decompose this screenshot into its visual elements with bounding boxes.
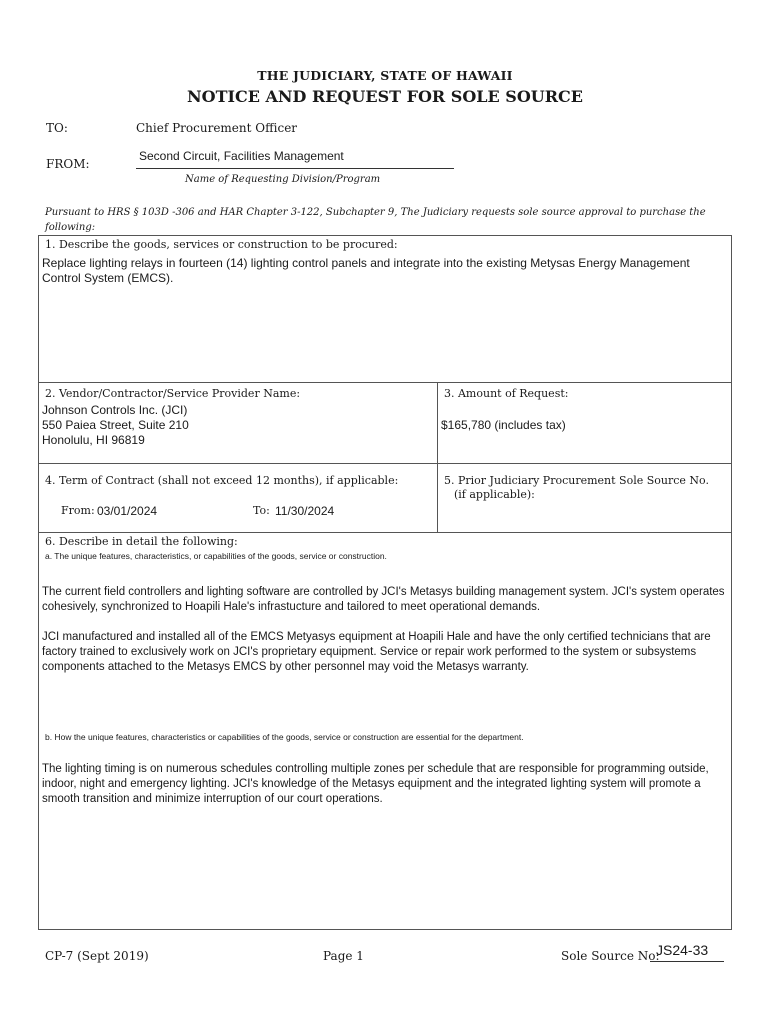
section1-text[interactable]: Replace lighting relays in fourteen (14) lighting control panels and integrate into the existing Metysas Energy Management Control System (EMCS). xyxy=(42,256,690,285)
page-number: Page 1 xyxy=(323,949,364,963)
form-number: CP-7 (Sept 2019) xyxy=(45,949,149,963)
sole-source-value: JS24-33 xyxy=(656,942,709,958)
section6b-label: b. How the unique features, characteristics or capabilities of the goods, service or construction are essential for the department. xyxy=(45,732,524,742)
section6-box xyxy=(38,532,732,930)
vendor-line-1[interactable]: Johnson Controls Inc. (JCI) xyxy=(42,403,188,417)
section4-box xyxy=(38,463,438,533)
sole-source-label: Sole Source No: xyxy=(561,949,660,963)
section6a-para1[interactable]: The current field controllers and lighting software are controlled by JCI's Metasys building management system. JCI's system operates cohesively, synchronized to Hoapili Hale's infrastucture and tailored to meet operational demands. xyxy=(42,586,725,613)
intro-text: Pursuant to HRS § 103D -306 and HAR Chapter 3-122, Subchapter 9, The Judiciary requests sole source approval to purchase the following: xyxy=(45,207,706,233)
section2-label: 2. Vendor/Contractor/Service Provider Name: xyxy=(45,387,301,400)
sole-source-field[interactable] xyxy=(650,942,724,962)
section5-label: 5. Prior Judiciary Procurement Sole Source No. xyxy=(444,474,709,487)
term-from-value[interactable]: 03/01/2024 xyxy=(97,504,158,518)
section1-box xyxy=(38,235,732,383)
to-value: Chief Procurement Officer xyxy=(136,121,298,135)
vendor-line-3[interactable]: Honolulu, HI 96819 xyxy=(42,433,145,447)
section4-label: 4. Term of Contract (shall not exceed 12 months), if applicable: xyxy=(45,474,399,487)
section2-box xyxy=(38,382,438,464)
org-heading: THE JUDICIARY, STATE OF HAWAII xyxy=(257,68,513,83)
from-caption: Name of Requesting Division/Program xyxy=(185,174,381,185)
term-from-label: From: xyxy=(61,504,95,517)
section6b-para[interactable]: The lighting timing is on numerous schedules controlling multiple zones per schedule that are responsible for programming outside, indoor, night and emergency lighting. JCI's knowledge of the Metasys equipment and the integrated lighting system will promote a smooth transition and minimize interruption of our court operations. xyxy=(42,763,709,805)
term-to-label: To: xyxy=(253,504,270,517)
section5-box xyxy=(437,463,732,533)
section5-sub: (if applicable): xyxy=(454,488,535,501)
section3-label: 3. Amount of Request: xyxy=(444,387,569,400)
section6a-label: a. The unique features, characteristics, or capabilities of the goods, service or construction. xyxy=(45,551,387,561)
section3-box xyxy=(437,382,732,464)
from-label: FROM: xyxy=(46,157,90,171)
from-value: Second Circuit, Facilities Management xyxy=(139,149,344,163)
to-label: TO: xyxy=(46,121,68,135)
vendor-line-2[interactable]: 550 Paiea Street, Suite 210 xyxy=(42,418,189,432)
section6-label: 6. Describe in detail the following: xyxy=(45,535,238,548)
section1-label: 1. Describe the goods, services or construction to be procured: xyxy=(45,238,398,251)
term-to-value[interactable]: 11/30/2024 xyxy=(275,504,335,518)
section6a-para2[interactable]: JCI manufactured and installed all of the EMCS Metyasys equipment at Hoapili Hale and have the only certified technicians that are factory trained to exclusively work on JCI's proprietary equipment. Service or repair work performed to the system or subsystems components attached to the Metasys EMCS by other personnel may void the Metasys warranty. xyxy=(42,631,711,673)
amount-value[interactable]: $165,780 (includes tax) xyxy=(441,418,566,432)
page-title: NOTICE AND REQUEST FOR SOLE SOURCE xyxy=(187,87,583,106)
from-field[interactable] xyxy=(136,148,454,169)
